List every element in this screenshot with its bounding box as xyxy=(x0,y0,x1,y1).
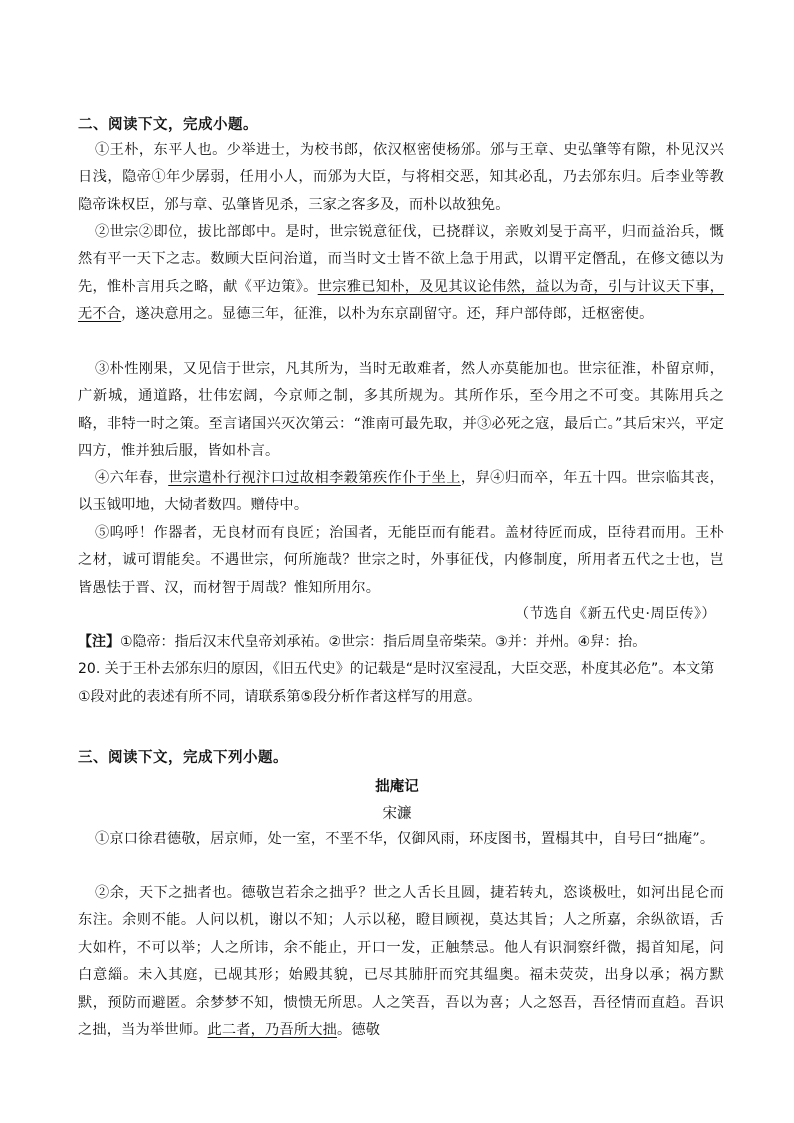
essay-paragraph-1: ①京口徐君德敬，居京师，处一室，不垩不华，仅御风雨，环庋图书，置榻其中，自号曰“拙庵”。 xyxy=(95,831,715,847)
passage-paragraph-5: ⑤呜呼！作器者，无良材而有良匠；治国者，无能臣而有能君。盖材待匠而成，臣待君而用。王朴之材，诚可谓能矣。不遇世宗，何所施哉？世宗之时，外事征伐，内修制度，所用者五代之士也，岂皆愚怯于晋、汉，而材智于周哉？惟知所用尔。 xyxy=(78,525,724,596)
annotation-note xyxy=(78,629,724,657)
essay-title: 拙庵记 xyxy=(375,779,419,795)
section2-heading: 二、阅读下文，完成小题。 xyxy=(78,117,258,133)
paragraph-2-text-a: ②世宗②即位，拔比部郎中。是时，世宗锐意征伐，已挠群议，亲败刘旻于高平，归而益治兵，慨然有平一天下之志。数顾大臣问治道，而当时文士皆不欲上急于用武，以谓平定僭乱，在修文德以为先，惟朴言用兵之略，献《平边策》。 xyxy=(78,224,724,295)
essay-author: 宋濂 xyxy=(382,806,412,822)
note-text: ①隐帝：指后汉末代皇帝刘承祐。②世宗：指后周皇帝柴荣。③并：并州。④舁：抬。 xyxy=(120,634,647,650)
paragraph-4-underlined-sentence: 世宗遣朴行视汴口过故相李穀第疾作仆于坐上 xyxy=(168,470,461,486)
note-label: 【注】 xyxy=(78,634,120,650)
passage-source: （节选自《新五代史·周臣传》） xyxy=(515,606,716,622)
passage-paragraph-2 xyxy=(78,219,724,329)
paragraph-4-text-a: ④六年春， xyxy=(95,470,169,486)
section3-heading: 三、阅读下文，完成下列小题。 xyxy=(78,750,288,766)
passage-paragraph-3: ③朴性刚果，又见信于世宗，凡其所为，当时无敢难者，然人亦莫能加也。世宗征淮，朴留京师，广新城，通道路，壮伟宏阔，今京师之制，多其所规为。其所作乐，至今用之不可变。其陈用兵之略，非特一时之策。至言诸国兴灭次第云：“淮南可最先取，并③必死之寇，最后亡。”其后宋兴，平定四方，惟并独后服，皆如朴言。 xyxy=(78,361,724,460)
paragraph-4-text-b: ，舁④归而卒，年五十四。世宗临其丧，以玉钺叩地，大恸者数四。赠侍中。 xyxy=(78,470,724,514)
essay-paragraph-2-underlined: 此二者，乃吾所大拙 xyxy=(207,1022,337,1039)
passage-paragraph-1: ①王朴，东平人也。少举进士，为校书郎，依汉枢密使杨邠。邠与王章、史弘肇等有隙，朴见汉兴日浅，隐帝①年少孱弱，任用小人，而邠为大臣，与将相交恶，知其必乱，乃去邠东归。后李业等教隐帝诛权臣，邠与章、弘肇皆见杀，三家之客多及，而朴以故独免。 xyxy=(78,142,724,213)
essay-paragraph-2-text-a: ②余，天下之拙者也。德敬岂若余之拙乎？世之人舌长且圆，捷若转丸，恣谈极吐，如河出昆仑而东注。余则不能。人问以机，谢以不知；人示以秘，瞪目顾视，莫达其旨；人之所嘉，余纵欲语，舌大如杵，不可以举；人之所讳，余不能止，开口一发，正触禁忌。他人有识洞察纤微，揭首知尾，问白意緇。未入其庭，已觇其形；始殿其貌，已尽其肺肝而究其缊奥。福未荧荧，出身以承；祸方默默，预防而避匿。余梦梦不知，愦愦无所思。人之笑吾，吾以为喜；人之怒吾，吾径情而直趋。吾识之拙，当为举世师。 xyxy=(78,885,724,1039)
essay-paragraph-2 xyxy=(78,880,724,1044)
passage-paragraph-4 xyxy=(78,465,724,520)
paragraph-2-text-b: ，遂决意用之。显德三年，征淮，以朴为东京副留守。还，拜户部侍郎，迁枢密使。 xyxy=(121,306,654,323)
paragraph-2-underlined-sentence: 世宗雅已知朴，及见其议论伟然，益以为奇，引与计议天下事，无不合 xyxy=(78,278,724,323)
essay-paragraph-2-text-b: 。德敬 xyxy=(337,1022,381,1039)
question-20: 20. 关于王朴去邠东归的原因，《旧五代史》的记载是“是时汉室浸乱，大臣交恶，朴度其必危”。本文第①段对此的表述有所不同，请联系第⑤段分析作者这样写的用意。 xyxy=(78,661,715,705)
